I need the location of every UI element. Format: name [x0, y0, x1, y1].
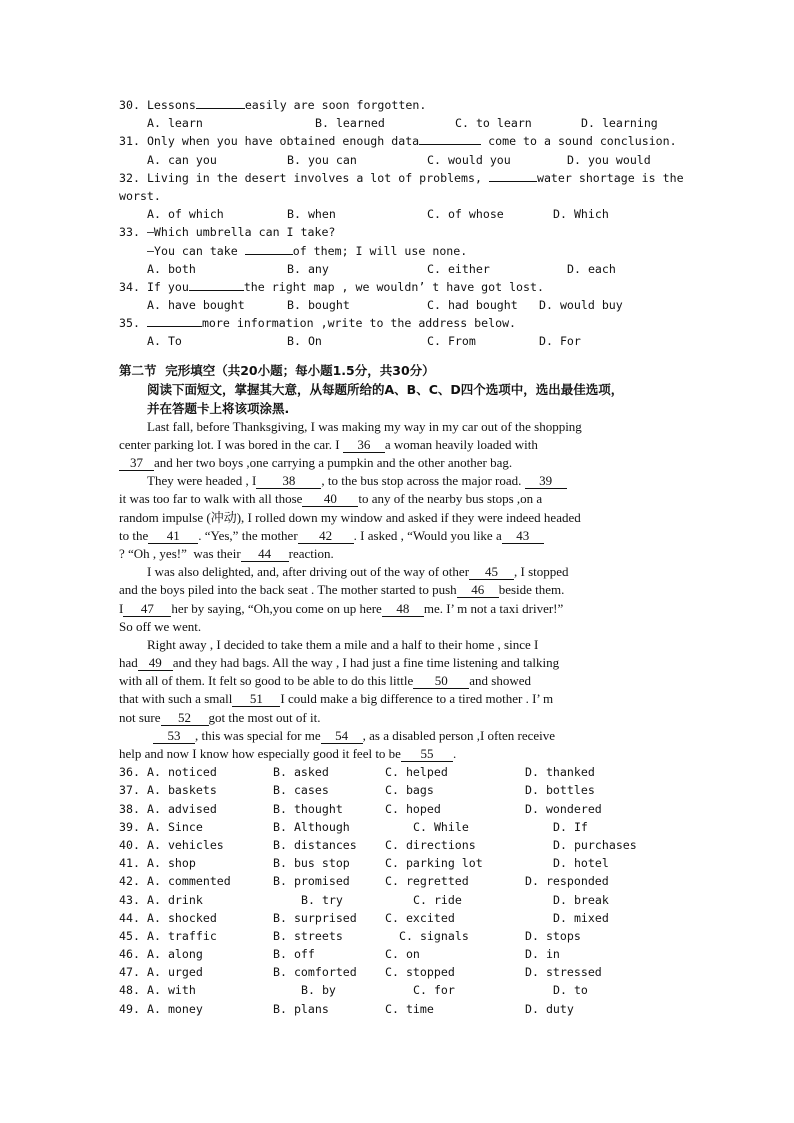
option-c: C. to learn — [455, 116, 532, 131]
option-number: 42. — [119, 874, 140, 889]
option-b: B. asked — [273, 765, 329, 780]
question-stem: more information ,write to the address below. — [201, 316, 517, 331]
option-a: A. urged — [147, 965, 203, 980]
option-number: 48. — [119, 983, 140, 998]
blank-46: 46 — [457, 583, 499, 598]
option-a: A. have bought — [147, 298, 245, 313]
passage-text: , this was special for me — [195, 727, 321, 743]
passage-text: it was too far to walk with all those — [119, 491, 303, 507]
question-stem: —You can take — [147, 243, 245, 258]
passage-text: . I asked , “Would you like a — [353, 527, 502, 543]
blank-47: 47 — [123, 602, 171, 617]
passage-line — [119, 618, 729, 636]
option-b: B. distances — [273, 837, 357, 852]
option-d: D. each — [567, 261, 616, 276]
option-c: C. had bought — [427, 298, 518, 313]
blank-42: 42 — [298, 529, 354, 544]
question-stem: Only when you have obtained enough data — [146, 134, 420, 149]
cloze-option-row — [119, 854, 729, 872]
option-d: D. you would — [567, 152, 651, 167]
option-b: B. bought — [287, 298, 350, 313]
cloze-option-row — [119, 945, 729, 963]
question-number: 32. — [119, 170, 140, 185]
blank-54: 54 — [321, 729, 363, 744]
question-stem: —Which umbrella can I take? — [146, 225, 336, 240]
option-d: D. thanked — [525, 765, 595, 780]
question-number: 34. — [119, 279, 140, 294]
option-d: D. stops — [525, 928, 581, 943]
option-c: C. helped — [385, 765, 448, 780]
passage-text: So off we went. — [119, 618, 202, 634]
passage-text: help and now I know how especially good it feel to be — [119, 746, 401, 761]
option-b: B. On — [287, 334, 322, 349]
passage-line — [119, 509, 729, 527]
passage-text: to the — [119, 527, 149, 543]
question-32 — [119, 169, 729, 187]
blank-38: 38 — [256, 474, 321, 489]
passage-line — [119, 600, 729, 618]
option-d: D. wondered — [525, 801, 602, 816]
passage-line — [119, 709, 729, 727]
question-stem: water shortage is the — [536, 170, 684, 185]
option-a: A. with — [147, 983, 196, 998]
blank-41: 41 — [148, 529, 198, 544]
option-d: D. stressed — [525, 965, 602, 980]
blank-39: 39 — [525, 474, 567, 489]
option-a: A. traffic — [147, 928, 217, 943]
passage-text: had — [119, 655, 138, 671]
passage-line — [119, 727, 729, 745]
option-d: D. responded — [525, 874, 609, 889]
passage-text: random impulse (冲动), I rolled down my window and asked if they were indeed headed — [119, 509, 581, 525]
passage-text: . — [452, 746, 457, 761]
answer-blank — [245, 254, 293, 255]
options-33 — [119, 260, 729, 278]
passage-line — [119, 654, 729, 672]
option-number: 46. — [119, 947, 140, 962]
passage-line — [119, 490, 729, 508]
passage-text: not sure — [119, 709, 161, 725]
option-number: 37. — [119, 783, 140, 798]
passage-text: , I stopped — [514, 564, 569, 580]
option-b: B. plans — [273, 1001, 329, 1016]
blank-50: 50 — [413, 674, 469, 689]
option-c: C. stopped — [385, 965, 455, 980]
option-a: A. learn — [147, 116, 203, 131]
question-33-line2 — [119, 242, 729, 260]
passage-text: beside them. — [498, 582, 565, 598]
question-stem: come to a sound conclusion. — [481, 134, 677, 149]
passage-text: that with such a small — [119, 691, 233, 707]
cloze-option-row — [119, 818, 729, 836]
passage-text: , to the bus stop across the major road. — [321, 473, 525, 489]
cloze-option-row — [119, 800, 729, 818]
question-stem: of them; I will use none. — [292, 243, 468, 258]
passage-line — [119, 527, 729, 545]
option-a: A. commented — [147, 874, 231, 889]
option-a: A. vehicles — [147, 837, 224, 852]
section-title: 第二节 完形填空（共20小题；每小题1.5分，共30分） — [119, 362, 435, 378]
option-d: D. If — [553, 819, 588, 834]
cloze-option-row — [119, 836, 729, 854]
option-a: A. Since — [147, 819, 203, 834]
blank-48: 48 — [382, 602, 424, 617]
section-instruction: 并在答题卡上将该项涂黑. — [147, 400, 290, 416]
options-31 — [119, 151, 729, 169]
option-b: B. when — [287, 207, 336, 222]
option-number: 43. — [119, 892, 140, 907]
option-d: D. in — [525, 947, 560, 962]
option-c: C. From — [427, 334, 476, 349]
answer-blank — [147, 326, 202, 327]
option-number: 44. — [119, 910, 140, 925]
blank-51: 51 — [232, 692, 280, 707]
cloze-passage — [119, 418, 729, 764]
option-number: 49. — [119, 1001, 140, 1016]
option-a: A. To — [147, 334, 182, 349]
option-d: D. For — [539, 334, 581, 349]
option-b: B. you can — [287, 152, 357, 167]
option-d: D. break — [553, 892, 609, 907]
option-c: C. regretted — [385, 874, 469, 889]
option-b: B. cases — [273, 783, 329, 798]
cloze-option-row — [119, 963, 729, 981]
answer-blank — [419, 144, 481, 145]
passage-text: I — [119, 600, 124, 616]
option-a: A. shop — [147, 856, 196, 871]
question-number: 31. — [119, 134, 140, 149]
option-c: C. time — [385, 1001, 434, 1016]
option-c: C. either — [427, 261, 490, 276]
question-number: 33. — [119, 225, 140, 240]
option-d: D. to — [553, 983, 588, 998]
option-a: A. both — [147, 261, 196, 276]
blank-49: 49 — [138, 656, 173, 671]
option-c: C. hoped — [385, 801, 441, 816]
option-c: C. directions — [385, 837, 476, 852]
passage-text: and the boys piled into the back seat . The mother started to push — [119, 582, 457, 598]
passage-line — [119, 745, 729, 763]
question-stem: the right map , we wouldn’ t have got lost. — [243, 279, 544, 294]
passage-line — [119, 581, 729, 599]
option-c: C. of whose — [427, 207, 504, 222]
option-d: D. learning — [581, 116, 658, 131]
option-number: 39. — [119, 819, 140, 834]
option-b: B. thought — [273, 801, 343, 816]
option-a: A. drink — [147, 892, 203, 907]
option-d: D. duty — [525, 1001, 574, 1016]
option-d: D. Which — [553, 207, 609, 222]
cloze-option-row — [119, 891, 729, 909]
cloze-option-row — [119, 763, 729, 781]
option-a: A. of which — [147, 207, 224, 222]
passage-text: They were headed , I — [147, 473, 257, 489]
cloze-option-row — [119, 909, 729, 927]
option-b: B. Although — [273, 819, 350, 834]
question-stem: Lessons — [146, 98, 196, 112]
option-d: D. would buy — [539, 298, 623, 313]
passage-line — [119, 545, 729, 563]
question-number: 35. — [119, 316, 140, 331]
passage-text: and they had bags. All the way , I had just a fine time listening and talking — [172, 655, 560, 671]
blank-52: 52 — [161, 711, 209, 726]
option-number: 38. — [119, 801, 140, 816]
passage-line — [119, 436, 729, 454]
passage-line — [119, 690, 729, 708]
answer-blank — [196, 108, 245, 109]
cloze-options — [119, 763, 729, 1018]
option-a: A. can you — [147, 152, 217, 167]
option-a: A. baskets — [147, 783, 217, 798]
option-a: A. shocked — [147, 910, 217, 925]
section-instruction: 阅读下面短文，掌握其大意，从每题所给的A、B、C、D四个选项中，选出最佳选项， — [147, 381, 624, 397]
option-c: C. bags — [385, 783, 434, 798]
option-c: C. excited — [385, 910, 455, 925]
option-b: B. off — [273, 947, 315, 962]
passage-line — [119, 454, 729, 472]
option-b: B. learned — [315, 116, 385, 131]
option-c: C. While — [413, 819, 469, 834]
question-stem: Living in the desert involves a lot of problems, — [146, 170, 489, 185]
option-b: B. any — [287, 261, 329, 276]
option-b: B. bus stop — [273, 856, 350, 871]
option-b: B. surprised — [273, 910, 357, 925]
option-d: D. mixed — [553, 910, 609, 925]
option-number: 41. — [119, 856, 140, 871]
passage-text: a woman heavily loaded with — [384, 436, 538, 452]
option-number: 45. — [119, 928, 140, 943]
blank-36: 36 — [343, 438, 385, 453]
option-c: C. ride — [413, 892, 462, 907]
question-number: 30. — [119, 98, 140, 112]
option-a: A. advised — [147, 801, 217, 816]
option-number: 36. — [119, 765, 140, 780]
option-d: D. purchases — [553, 837, 637, 852]
options-32 — [119, 205, 729, 223]
question-34 — [119, 278, 729, 296]
passage-text: Right away , I decided to take them a mile and a half to their home , since I — [147, 636, 539, 652]
question-33 — [119, 223, 729, 241]
option-d: D. hotel — [553, 856, 609, 871]
option-b: B. streets — [273, 928, 343, 943]
blank-37: 37 — [119, 456, 154, 471]
option-c: C. on — [385, 947, 420, 962]
option-b: B. comforted — [273, 965, 357, 980]
passage-line — [119, 418, 729, 436]
option-a: A. along — [147, 947, 203, 962]
options-35 — [119, 332, 729, 350]
cloze-option-row — [119, 781, 729, 799]
passage-text: I was also delighted, and, after driving out of the way of other — [147, 564, 470, 580]
option-d: D. bottles — [525, 783, 595, 798]
option-b: B. promised — [273, 874, 350, 889]
question-stem: easily are soon forgotten. — [244, 98, 427, 112]
passage-line — [119, 563, 729, 581]
option-a: A. money — [147, 1001, 203, 1016]
cloze-option-row — [119, 872, 729, 890]
blank-43: 43 — [502, 529, 544, 544]
question-30 — [119, 96, 729, 114]
question-stem: worst. — [119, 188, 161, 203]
passage-line — [119, 472, 729, 490]
blank-40: 40 — [302, 492, 358, 507]
option-number: 40. — [119, 837, 140, 852]
passage-text: got the most out of it. — [208, 709, 321, 725]
answer-blank — [189, 290, 244, 291]
passage-text: her by saying, “Oh,you come on up here — [171, 600, 382, 616]
options-30 — [119, 114, 729, 132]
passage-text: to any of the nearby bus stops ,on a — [358, 491, 543, 507]
blank-45: 45 — [469, 565, 514, 580]
exam-page — [119, 96, 729, 1018]
answer-blank — [489, 181, 537, 182]
passage-text: Last fall, before Thanksgiving, I was making my way in my car out of the shopping — [147, 418, 582, 434]
options-34 — [119, 296, 729, 314]
option-c: C. signals — [399, 928, 469, 943]
question-35 — [119, 314, 729, 332]
question-32-continued — [119, 187, 729, 205]
option-c: C. would you — [427, 152, 511, 167]
passage-text: , as a disabled person ,I often receive — [362, 727, 556, 743]
option-b: B. try — [301, 892, 343, 907]
option-c: C. parking lot — [385, 856, 483, 871]
option-c: C. for — [413, 983, 455, 998]
option-a: A. noticed — [147, 765, 217, 780]
passage-text: with all of them. It felt so good to be able to do this little — [119, 673, 414, 689]
blank-53: 53 — [153, 729, 195, 744]
passage-text: reaction. — [288, 545, 334, 561]
passage-text: I could make a big difference to a tired mother . I’ m — [280, 691, 554, 707]
passage-line — [119, 636, 729, 654]
cloze-option-row — [119, 927, 729, 945]
passage-text: center parking lot. I was bored in the car. I — [119, 436, 343, 452]
question-stem: If you — [146, 279, 189, 294]
option-number: 47. — [119, 965, 140, 980]
passage-text: me. I’ m not a taxi driver!” — [423, 600, 564, 616]
blank-55: 55 — [401, 747, 453, 762]
cloze-option-row — [119, 1000, 729, 1018]
passage-text: ? “Oh , yes!” was their — [119, 545, 241, 561]
passage-text: and her two boys ,one carrying a pumpkin and the other another bag. — [154, 455, 513, 470]
passage-line — [119, 672, 729, 690]
cloze-option-row — [119, 981, 729, 999]
passage-text: . “Yes,” the mother — [198, 527, 298, 543]
passage-text: and showed — [469, 673, 532, 689]
question-31 — [119, 132, 729, 150]
blank-44: 44 — [241, 547, 289, 562]
option-b: B. by — [301, 983, 336, 998]
